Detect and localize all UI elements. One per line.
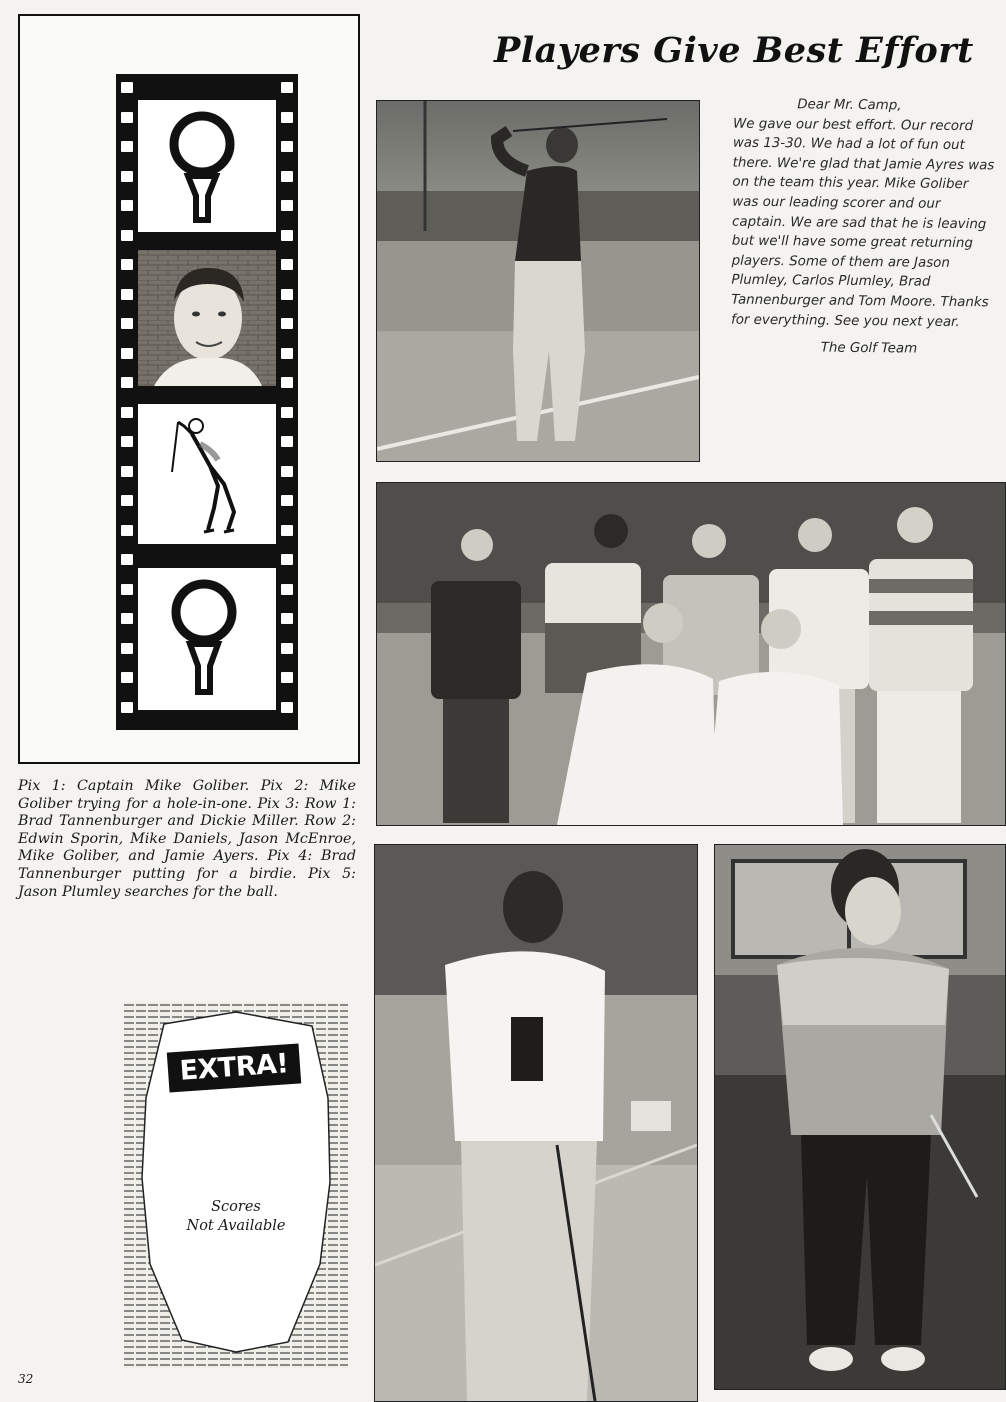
film-sprocket-hole [121,672,133,683]
film-sprocket-hole [281,377,293,388]
film-sprocket-hole [281,200,293,211]
golf-tee-frame-top [138,100,276,232]
letter-signature: The Golf Team [820,340,918,357]
scores-line: Scores [211,1199,261,1215]
film-sprocket-hole [281,289,293,300]
film-sprocket-hole [121,348,133,359]
film-sprocket-hole [281,141,293,152]
film-sprocket-hole [281,348,293,359]
film-sprocket-hole [281,613,293,624]
film-sprocket-hole [281,495,293,506]
letter-body: We gave our best effort. Our record was 13-30. We had a lot of fun out there. We're glad that Jamie Ayres was on the team this year. Mike Goliber was our leading scorer and our captain. We are sad that he is leaving but we'll have some great returning players. Some of them are Jason Plumley, Carlos Plumley, Brad Tannenburger and Tom Moore. Thanks for everything. See you next year. [730,116,995,330]
photo-caption: Pix 1: Captain Mike Goliber. Pix 2: Mike Goliber trying for a hole-in-one. Pix 3: Row 1: Brad Tannenburger and Dickie Miller. Row 2: Edwin Sporin, Mike Daniels, Jason McEnroe, Mike Goliber, and Jamie Ayers. Pix 4: Brad Tannenburger putting for a birdie. Pix 5: Jason Plumley searches for the ball. [18,778,356,900]
golf-tee-icon [138,100,276,232]
letter-greeting: Dear Mr. Camp, [797,97,902,114]
film-sprocket-hole [281,466,293,477]
film-sprocket-hole [281,554,293,565]
film-sprocket-hole [121,318,133,329]
not-available-line: Not Available [186,1218,286,1234]
page-title: Players Give Best Effort [494,30,974,71]
film-sprocket-hole [121,377,133,388]
film-sprocket-hole [121,141,133,152]
film-sprocket-hole [121,584,133,595]
film-sprocket-hole [281,171,293,182]
extra-newspaper-panel [124,1002,348,1368]
film-sprocket-hole [121,466,133,477]
page-number: 32 [18,1372,34,1386]
team-photo [376,482,1006,826]
golfer-swing-photo [376,100,700,462]
film-sprocket-hole [121,554,133,565]
film-sprocket-hole [281,643,293,654]
film-sprocket-hole [121,525,133,536]
portrait-photo [138,250,276,386]
film-sprocket-hole [121,643,133,654]
film-sprocket-hole [121,407,133,418]
handwritten-letter [731,95,998,360]
golf-tee-icon [138,568,276,710]
film-sprocket-hole [281,82,293,93]
film-sprocket-hole [281,702,293,713]
film-sprocket-hole [281,525,293,536]
film-sprocket-hole [121,171,133,182]
film-sprocket-hole [281,584,293,595]
portrait-photo-frame [138,250,276,386]
film-sprocket-hole [121,230,133,241]
film-strip-panel [18,14,360,764]
film-sprocket-hole [281,318,293,329]
scores-not-available [124,1198,348,1236]
film-sprocket-hole [121,112,133,123]
film-sprocket-hole [281,259,293,270]
film-sprocket-hole [121,289,133,300]
film-sprocket-hole [121,495,133,506]
film-sprocket-hole [121,200,133,211]
film-sprocket-hole [281,436,293,447]
golfer-sketch-frame [138,404,276,544]
film-sprocket-hole [281,112,293,123]
putting-photo [374,844,698,1402]
film-sprocket-hole [121,613,133,624]
film-sprocket-hole [281,407,293,418]
film-sprocket-hole [121,259,133,270]
film-sprocket-hole [281,672,293,683]
searching-photo [714,844,1006,1390]
film-sprocket-hole [281,230,293,241]
golfer-swing-icon [138,404,276,544]
golf-tee-frame-bottom [138,568,276,710]
film-sprocket-hole [121,82,133,93]
film-sprocket-hole [121,702,133,713]
extra-banner: EXTRA! [167,1043,301,1092]
film-strip [116,74,298,730]
film-sprocket-hole [121,436,133,447]
